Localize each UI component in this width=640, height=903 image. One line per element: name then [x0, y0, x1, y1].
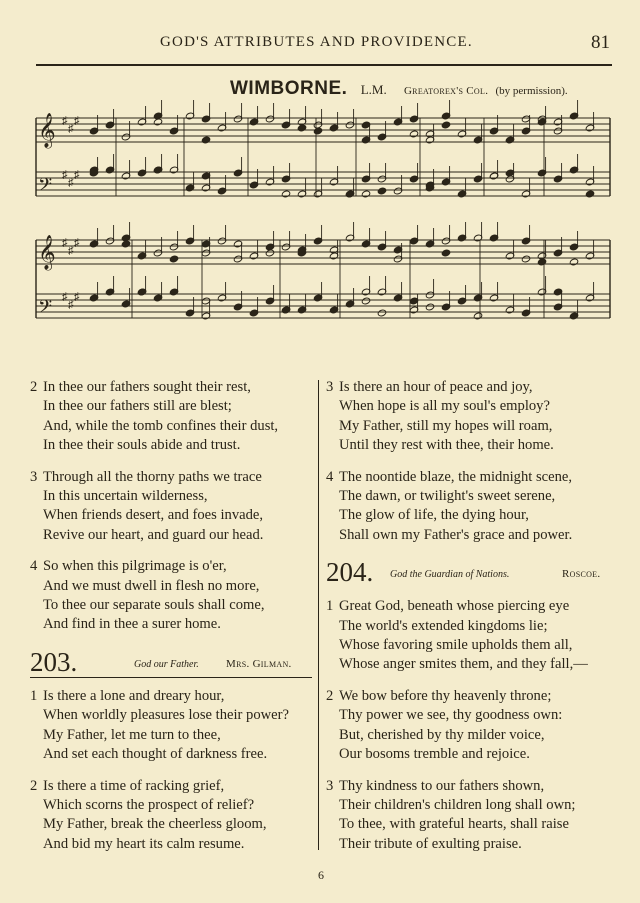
verse-text: The glow of life, the dying hour, — [339, 507, 529, 524]
verse-line — [326, 835, 616, 854]
verse-line — [30, 468, 320, 487]
verse-text: When worldly pleasures lose their power? — [43, 707, 289, 724]
sharp-sign: ♯ — [68, 245, 74, 257]
note-head — [585, 190, 594, 198]
sharp-sign: ♯ — [62, 291, 68, 303]
verse-line — [326, 597, 616, 616]
verse-text: The noontide blaze, the midnight scene, — [339, 468, 573, 485]
stanza — [326, 777, 616, 855]
stanza — [326, 378, 616, 456]
verse-line — [30, 506, 320, 525]
verse-text: In thee their souls abide and trust. — [43, 437, 241, 454]
verse-text: Is there a lone and dreary hour, — [43, 687, 225, 704]
sharp-sign: ♯ — [62, 115, 68, 127]
header-rule — [36, 64, 612, 66]
verse-line — [326, 417, 616, 436]
note-head — [281, 190, 290, 198]
verse-line — [326, 397, 616, 416]
verse-line — [30, 526, 320, 545]
note-head — [441, 249, 450, 257]
verse-text: Shall own my Father's grace and power. — [339, 526, 573, 543]
verse-text: The dawn, or twilight's sweet serene, — [339, 488, 556, 505]
treble-clef: 𝄞 — [38, 114, 56, 147]
verse-text: And bid my heart its calm resume. — [43, 835, 245, 852]
verse-line — [326, 706, 616, 725]
tune-composer: Greatorex's Col. — [403, 85, 489, 97]
hymn-204-heading — [326, 557, 616, 597]
stanza-number: 3 — [326, 379, 334, 395]
verse-line — [30, 796, 320, 815]
verse-line — [30, 706, 320, 725]
verse-line — [30, 615, 320, 634]
stanza-number: 1 — [30, 687, 38, 704]
verse-text: Through all the thorny paths we trace — [43, 468, 262, 485]
verse-text: And find in thee a surer home. — [43, 616, 221, 633]
verse-line — [30, 397, 320, 416]
note-head — [569, 258, 578, 266]
tune-permission-note: (by permission). — [495, 85, 568, 97]
note-head — [521, 255, 530, 263]
verse-text: Their tribute of exulting praise. — [339, 835, 522, 852]
verse-text: In thee our fathers sought their rest, — [43, 379, 251, 395]
verse-text: When friends desert, and foes invade, — [43, 507, 264, 524]
verse-line — [30, 687, 320, 706]
stanza — [30, 557, 320, 635]
verse-line — [326, 468, 616, 487]
bass-clef: 𝄢 — [38, 296, 53, 321]
sharp-sign: ♯ — [68, 177, 74, 189]
note-head — [441, 121, 450, 129]
note-head — [377, 309, 386, 317]
verse-line — [326, 655, 616, 674]
stanza — [326, 597, 616, 675]
verse-text: Which scorns the prospect of relief? — [43, 796, 255, 813]
hymn-subtitle: God the Guardian of Nations. — [390, 569, 510, 581]
verse-text: And, while the tomb confines their dust, — [43, 417, 279, 434]
hymn-author: Mrs. Gilman. — [226, 657, 292, 670]
verse-text: Our bosoms tremble and rejoice. — [339, 746, 530, 763]
stanza-number: 4 — [30, 558, 38, 575]
stanza — [326, 687, 616, 765]
note-head — [265, 249, 274, 257]
verse-text: Whose anger smites them, and they fall,— — [339, 656, 588, 673]
verse-line — [326, 745, 616, 764]
stanza-number: 2 — [30, 379, 38, 395]
verse-line — [30, 596, 320, 615]
tune-heading — [230, 78, 568, 100]
note-head — [121, 240, 130, 248]
hymn-subtitle: God our Father. — [134, 658, 199, 670]
verse-line — [326, 526, 616, 545]
verse-line — [30, 378, 320, 397]
verse-text: My Father, let me turn to thee, — [43, 726, 221, 743]
verse-line — [326, 687, 616, 706]
verse-line — [326, 487, 616, 506]
verse-text: In this uncertain wilderness, — [43, 488, 208, 505]
verse-text: Revive our heart, and guard our head. — [43, 526, 264, 543]
stanza — [30, 687, 320, 765]
note-head — [361, 190, 370, 198]
running-header — [36, 32, 614, 56]
signature-mark: 6 — [318, 868, 324, 882]
stanza-number: 4 — [326, 468, 334, 485]
verse-text: And we must dwell in flesh no more, — [43, 577, 260, 594]
right-column — [326, 378, 616, 866]
stanza — [30, 777, 320, 855]
verse-line — [326, 815, 616, 834]
page-number: 81 — [591, 32, 610, 53]
verse-line — [30, 557, 320, 576]
stanza — [30, 378, 320, 456]
sharp-sign: ♯ — [68, 123, 74, 135]
verse-text: The world's extended kingdoms lie; — [339, 617, 548, 634]
hymn-rule — [30, 677, 312, 678]
verse-text: Thy kindness to our fathers shown, — [339, 777, 545, 794]
verse-line — [326, 436, 616, 455]
verse-text: Whose favoring smile upholds them all, — [339, 637, 573, 654]
bass-clef: 𝄢 — [38, 174, 53, 199]
note-head — [201, 136, 210, 144]
stanza-number: 3 — [326, 777, 334, 794]
note-head — [425, 303, 434, 311]
sharp-sign: ♯ — [74, 115, 80, 127]
music-score — [34, 100, 614, 360]
verse-line — [30, 726, 320, 745]
sharp-sign: ♯ — [62, 169, 68, 181]
verse-text: But, cherished by thy milder voice, — [339, 726, 545, 743]
note-head — [377, 187, 386, 195]
sharp-sign: ♯ — [74, 169, 80, 181]
verse-text: My Father, break the cheerless gloom, — [43, 816, 267, 833]
hymn-author: Roscoe. — [562, 568, 601, 581]
treble-clef: 𝄞 — [38, 236, 56, 269]
verse-text: Great God, beneath whose piercing eye — [339, 598, 570, 615]
verse-line — [30, 815, 320, 834]
verse-line — [326, 636, 616, 655]
tune-meter: L.M. — [360, 82, 387, 97]
verse-line — [30, 777, 320, 796]
verse-text: Their children's children long shall own; — [339, 796, 576, 813]
note-head — [409, 130, 418, 138]
sharp-sign: ♯ — [74, 291, 80, 303]
note-head — [297, 124, 306, 132]
verse-text: In thee our fathers still are blest; — [43, 398, 232, 415]
verse-line — [326, 378, 616, 397]
verse-text: Is there an hour of peace and joy, — [339, 379, 533, 395]
verse-text: When hope is all my soul's employ? — [339, 398, 550, 415]
verse-text: Is there a time of racking grief, — [43, 777, 225, 794]
verse-line — [326, 777, 616, 796]
verse-text: My Father, still my hopes will roam, — [339, 417, 553, 434]
verse-line — [30, 417, 320, 436]
hymn-number: 203. — [30, 646, 78, 677]
note-head — [361, 297, 370, 305]
stanza-number: 1 — [326, 598, 334, 615]
note-head — [537, 258, 546, 266]
verse-text: And set each thought of darkness free. — [43, 746, 268, 763]
verse-line — [30, 835, 320, 854]
note-head — [153, 118, 162, 126]
verse-line — [30, 745, 320, 764]
verse-text: We bow before thy heavenly throne; — [339, 687, 552, 704]
left-column — [30, 378, 320, 866]
verse-line — [326, 726, 616, 745]
verse-line — [30, 577, 320, 596]
stanza-number: 3 — [30, 468, 38, 485]
stanza-number: 2 — [326, 687, 334, 704]
section-title: GOD'S ATTRIBUTES AND PROVIDENCE. — [160, 34, 473, 50]
stanza-number: 2 — [30, 777, 38, 794]
hymn-203-heading — [30, 647, 320, 687]
verse-text: Until they rest with thee, their home. — [339, 437, 554, 454]
sharp-sign: ♯ — [74, 237, 80, 249]
tune-name: WIMBORNE. — [230, 78, 348, 99]
verse-line — [326, 617, 616, 636]
verse-text: To thee, with grateful hearts, shall raise — [339, 816, 569, 833]
verse-line — [326, 796, 616, 815]
note-head — [473, 312, 482, 320]
verse-text: Thy power we see, thy goodness own: — [339, 707, 563, 724]
verse-text: To thee our separate souls shall come, — [43, 597, 265, 614]
hymn-number: 204. — [326, 557, 374, 588]
verse-line — [326, 506, 616, 525]
verse-line — [30, 487, 320, 506]
note-head — [137, 288, 146, 296]
note-head — [153, 166, 162, 174]
note-head — [169, 255, 178, 263]
sharp-sign: ♯ — [62, 237, 68, 249]
sharp-sign: ♯ — [68, 299, 74, 311]
stanza — [30, 468, 320, 546]
verse-line — [30, 436, 320, 455]
column-divider — [318, 380, 319, 850]
note-head — [281, 306, 290, 314]
verse-text: So when this pilgrimage is o'er, — [43, 558, 227, 575]
stanza — [326, 468, 616, 546]
note-head — [313, 127, 322, 135]
